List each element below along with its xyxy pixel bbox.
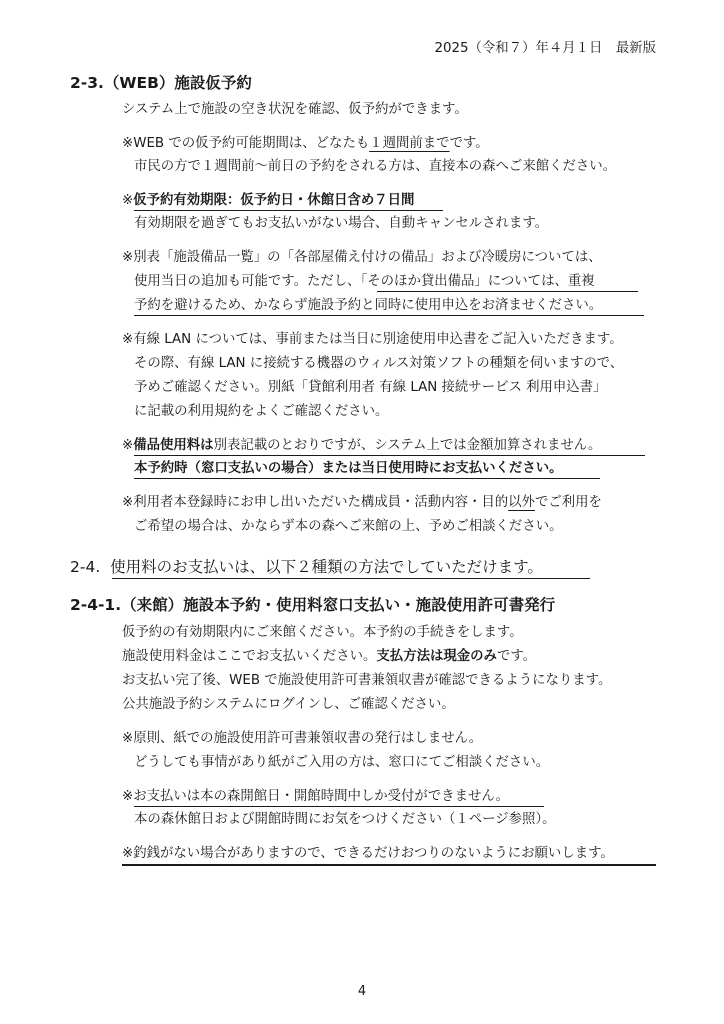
paragraph-payment: 施設使用料金はここでお支払いください。支払方法は現金のみです。 (122, 649, 537, 664)
note-registration-line2: ご希望の場合は、かならず本の森へご来館の上、予めご相談ください。 (134, 519, 563, 534)
underline-rule (134, 315, 644, 316)
note-lan-line2: その際、有線 LAN に接続する機器のウィルス対策ソフトの種類を伺いますので、 (134, 356, 624, 371)
paragraph-login: 公共施設予約システムにログインし、ご確認ください。 (122, 697, 455, 712)
note-paper-receipt: ※原則、紙での施設使用許可書兼領収書の発行はしません。 (122, 731, 483, 746)
paragraph-receipt: お支払い完了後、WEB で施設使用許可書兼領収書が確認できるようになります。 (122, 673, 612, 688)
underline-rule (377, 291, 638, 292)
underline-rule (112, 578, 590, 579)
underline-rule (134, 478, 600, 479)
underline-rule (134, 210, 443, 211)
note-web-period-line2: 市民の方で１週間前～前日の予約をされる方は、直接本の森へご来館ください。 (134, 159, 617, 174)
paragraph-visit: 仮予約の有効期限内にご来館ください。本予約の手続きをします。 (122, 625, 523, 640)
note-lan-line1: ※有線 LAN については、事前または当日に別途使用申込書をご記入いただきます。 (122, 332, 623, 347)
section-2-4-heading: 2-4. 使用料のお支払いは、以下２種類の方法でしていただけます。 (70, 558, 543, 576)
underline-rule (134, 806, 544, 807)
section-2-3-intro: システム上で施設の空き状況を確認、仮予約ができます。 (122, 102, 468, 117)
note-paper-receipt-line2: どうしても事情があり紙がご入用の方は、窓口にてご相談ください。 (134, 755, 550, 770)
note-equipment-line2: 使用当日の追加も可能です。ただし、「そのほか貸出備品」については、重複 (134, 274, 595, 289)
note-provisional-expiry-line2: 有効期限を過ぎてもお支払いがない場合、自動キャンセルされます。 (134, 216, 549, 231)
note-equipment-fee-line2: 本予約時（窓口支払いの場合）または当日使用時にお支払いください。 (134, 461, 563, 476)
note-provisional-expiry: ※仮予約有効期限：仮予約日・休館日含め７日間 (122, 193, 415, 208)
note-equipment-fee: ※備品使用料は別表記載のとおりですが、システム上では金額加算されません。 (122, 438, 602, 453)
note-lan-line3: 予めご確認ください。別紙「貸館利用者 有線 LAN 接続サービス 利用申込書」 (134, 380, 607, 395)
page-number: 4 (357, 984, 367, 999)
note-payment-hours: ※お支払いは本の森開館日・開館時間中しか受付ができません。 (122, 789, 509, 804)
note-exact-change: ※釣銭がない場合がありますので、できるだけおつりのないようにお願いします。 (122, 846, 614, 861)
underline-rule (122, 864, 656, 866)
note-equipment-line3: 予約を避けるため、かならず施設予約と同時に使用申込をお済ませください。 (134, 298, 603, 313)
section-2-3-heading: 2-3.（WEB）施設仮予約 (70, 74, 252, 92)
note-equipment-line1: ※別表「施設備品一覧」の「各部屋備え付けの備品」および冷暖房については、 (122, 250, 602, 265)
section-2-4-1-heading: 2-4-1.（来館）施設本予約・使用料窓口支払い・施設使用許可書発行 (70, 596, 556, 614)
note-lan-line4: に記載の利用規約をよくご確認ください。 (134, 404, 389, 419)
note-web-period: ※WEB での仮予約可能期間は、どなたも１週間前までです。 (122, 136, 489, 151)
document-date: 2025（令和７）年４月１日 最新版 (434, 41, 656, 56)
underline-rule (134, 455, 645, 456)
note-registration: ※利用者本登録時にお申し出いただいた構成員・活動内容・目的以外でご利用を (122, 495, 602, 510)
note-payment-hours-line2: 本の森休館日および開館時間にお気をつけください（１ページ参照）。 (134, 812, 556, 827)
